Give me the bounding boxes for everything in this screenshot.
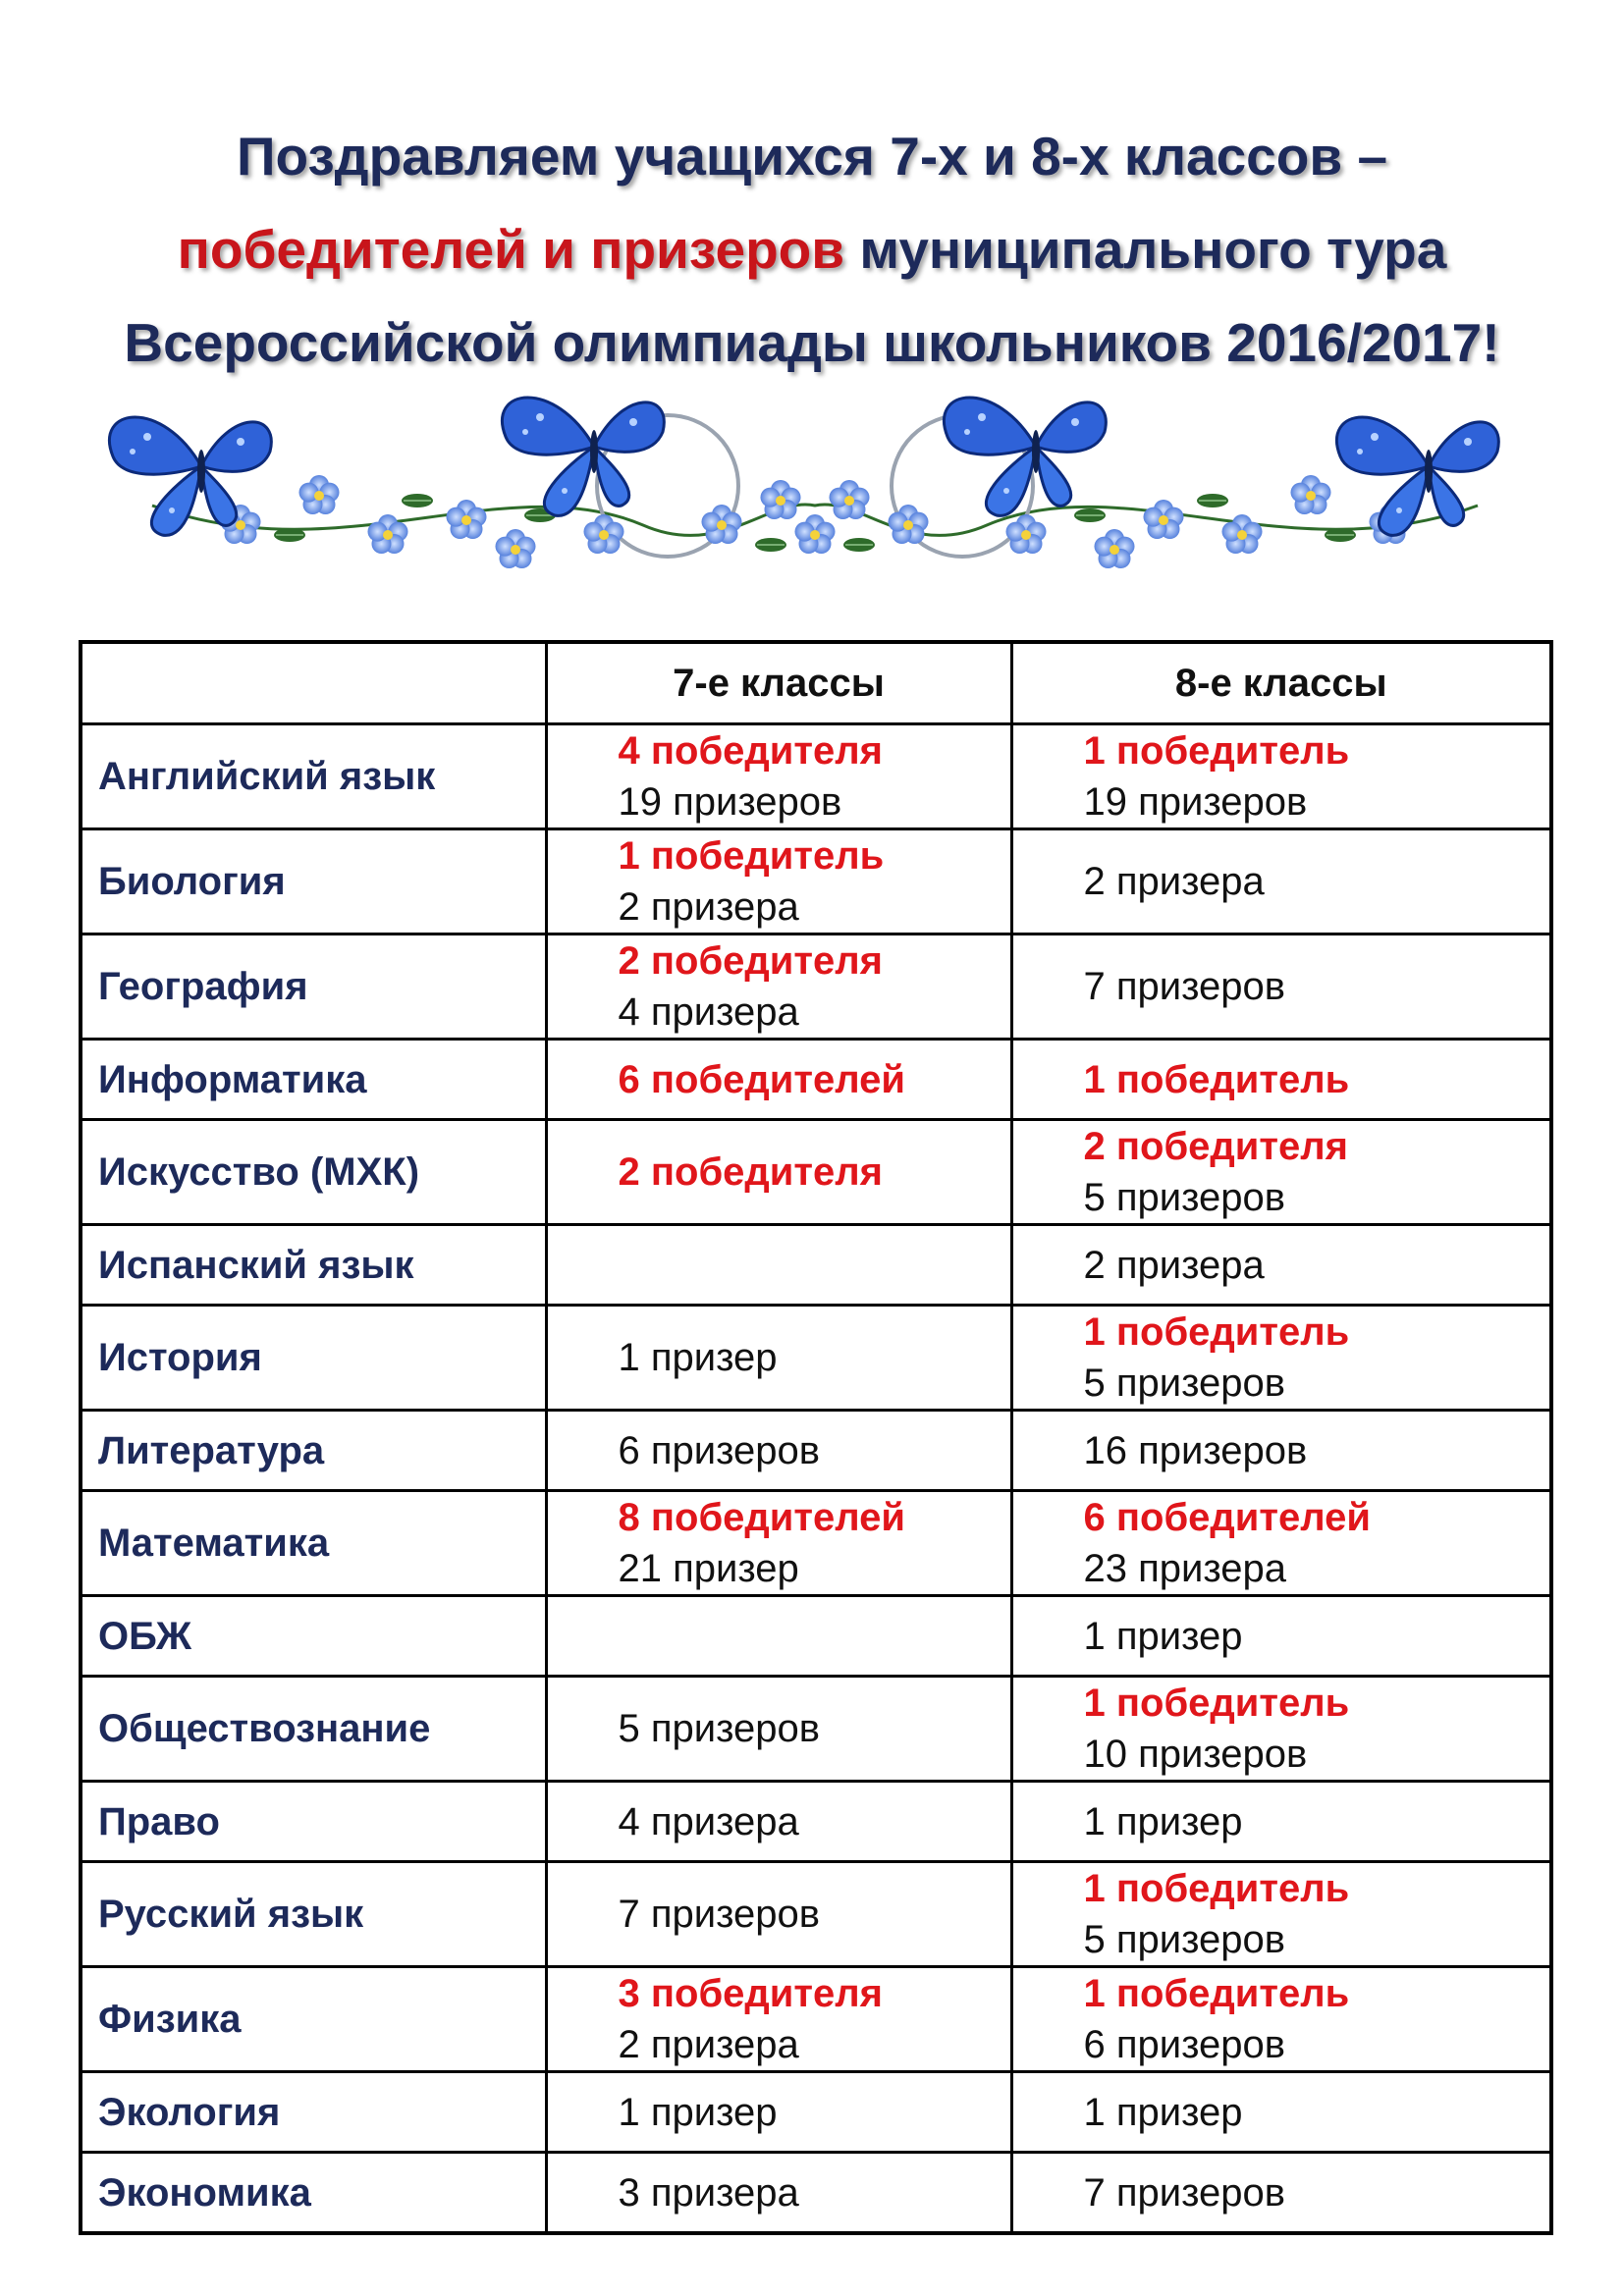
grade-8-cell — [1011, 1306, 1551, 1411]
grade-7-cell — [546, 1225, 1011, 1306]
grade-7-cell — [546, 1120, 1011, 1225]
prizewinners-count: 7 призеров — [1083, 2170, 1285, 2215]
prizewinners-count: 3 призера — [618, 2170, 799, 2215]
grade-7-cell — [546, 2153, 1011, 2234]
grade-8-cell — [1011, 1491, 1551, 1596]
title-highlight: победителей и призеров — [177, 219, 845, 280]
grade-8-cell — [1011, 1967, 1551, 2072]
subject-cell: Литература — [81, 1411, 546, 1491]
table-row — [81, 1120, 1551, 1225]
grade-8-cell — [1011, 829, 1551, 934]
prizewinners-count: 16 призеров — [1083, 1428, 1308, 1472]
subject-cell: Право — [81, 1782, 546, 1862]
grade-7-cell — [546, 1782, 1011, 1862]
prizewinners-count: 19 призеров — [618, 780, 842, 824]
prizewinners-count: 2 призера — [1083, 860, 1265, 903]
grade-7-cell — [546, 1677, 1011, 1782]
table-header-row — [81, 642, 1551, 724]
table-row — [81, 1862, 1551, 1967]
winners-count: 1 победитель — [1083, 729, 1350, 773]
butterfly-flower-garland-icon — [93, 388, 1537, 599]
winners-count: 1 победитель — [1083, 1682, 1350, 1725]
table-row — [81, 829, 1551, 934]
subject-cell: Английский язык — [81, 724, 546, 829]
winners-count: 1 победитель — [1083, 1867, 1350, 1910]
title-line-2 — [0, 203, 1624, 296]
grade-8-cell — [1011, 934, 1551, 1040]
winners-count: 4 победителя — [618, 729, 883, 773]
grade-7-cell — [546, 1596, 1011, 1677]
prizewinners-count: 1 призер — [1083, 2090, 1243, 2134]
grade-7-cell — [546, 1862, 1011, 1967]
table-row — [81, 1782, 1551, 1862]
grade-8-cell — [1011, 1677, 1551, 1782]
winners-count: 1 победитель — [618, 834, 885, 878]
table-row — [81, 1677, 1551, 1782]
subject-cell: ОБЖ — [81, 1596, 546, 1677]
prizewinners-count: 1 призер — [618, 2090, 778, 2134]
grade-7-cell — [546, 1967, 1011, 2072]
table-row — [81, 1967, 1551, 2072]
title-line-1: Поздравляем учащихся 7-х и 8-х классов – — [236, 126, 1388, 187]
winners-count: 3 победителя — [618, 1972, 883, 2015]
grade-8-cell — [1011, 1120, 1551, 1225]
winners-count: 2 победителя — [618, 939, 883, 983]
table-row — [81, 2072, 1551, 2153]
table-row — [81, 1491, 1551, 1596]
grade-7-cell — [546, 1040, 1011, 1120]
table-row — [81, 934, 1551, 1040]
header-grade-8: 8-е классы — [1011, 642, 1551, 724]
grade-8-cell — [1011, 2072, 1551, 2153]
winners-count: 8 победителей — [618, 1496, 905, 1539]
prizewinners-count: 2 призера — [1083, 1243, 1265, 1287]
prizewinners-count: 21 призер — [618, 1547, 799, 1590]
winners-count: 2 победителя — [618, 1150, 883, 1194]
prizewinners-count: 2 призера — [618, 2023, 799, 2066]
grade-7-cell — [546, 724, 1011, 829]
subject-cell: Информатика — [81, 1040, 546, 1120]
prizewinners-count: 1 призер — [1083, 1614, 1243, 1658]
table-row — [81, 1225, 1551, 1306]
subject-cell: Русский язык — [81, 1862, 546, 1967]
subject-cell: Экология — [81, 2072, 546, 2153]
winners-count: 1 победитель — [1083, 1972, 1350, 2015]
prizewinners-count: 7 призеров — [1083, 965, 1285, 1008]
table-row — [81, 2153, 1551, 2234]
subject-cell: Экономика — [81, 2153, 546, 2234]
prizewinners-count: 5 призеров — [1083, 1918, 1285, 1961]
table-row — [81, 1306, 1551, 1411]
winners-count: 6 победителей — [618, 1057, 905, 1101]
table-row — [81, 1040, 1551, 1120]
grade-7-cell — [546, 829, 1011, 934]
grade-7-cell — [546, 1491, 1011, 1596]
winners-count: 6 победителей — [1083, 1496, 1371, 1539]
results-table — [79, 640, 1553, 2235]
prizewinners-count: 7 призеров — [618, 1893, 820, 1936]
subject-cell: Обществознание — [81, 1677, 546, 1782]
grade-8-cell — [1011, 724, 1551, 829]
page-title — [0, 110, 1624, 390]
winners-count: 1 победитель — [1083, 1057, 1350, 1101]
prizewinners-count: 19 призеров — [1083, 780, 1308, 824]
subject-cell: Испанский язык — [81, 1225, 546, 1306]
subject-cell: Математика — [81, 1491, 546, 1596]
grade-8-cell — [1011, 2153, 1551, 2234]
grade-7-cell — [546, 934, 1011, 1040]
title-line-3: Всероссийской олимпиады школьников 2016/2017! — [124, 312, 1500, 373]
prizewinners-count: 1 призер — [1083, 1799, 1243, 1843]
table-row — [81, 1596, 1551, 1677]
grade-8-cell — [1011, 1596, 1551, 1677]
subject-cell: Биология — [81, 829, 546, 934]
subject-cell: География — [81, 934, 546, 1040]
prizewinners-count: 2 призера — [618, 885, 799, 929]
prizewinners-count: 1 призер — [618, 1336, 778, 1379]
prizewinners-count: 5 призеров — [618, 1707, 820, 1750]
grade-8-cell — [1011, 1411, 1551, 1491]
prizewinners-count: 4 призера — [618, 990, 799, 1034]
winners-count: 2 победителя — [1083, 1125, 1348, 1168]
table-row — [81, 1411, 1551, 1491]
subject-cell: История — [81, 1306, 546, 1411]
table-row — [81, 724, 1551, 829]
prizewinners-count: 4 призера — [618, 1799, 799, 1843]
subject-cell: Искусство (МХК) — [81, 1120, 546, 1225]
grade-7-cell — [546, 1411, 1011, 1491]
grade-8-cell — [1011, 1040, 1551, 1120]
subject-cell: Физика — [81, 1967, 546, 2072]
title-line-2-rest: муниципального тура — [844, 219, 1447, 280]
grade-7-cell — [546, 1306, 1011, 1411]
grade-8-cell — [1011, 1225, 1551, 1306]
prizewinners-count: 10 призеров — [1083, 1733, 1308, 1776]
prizewinners-count: 6 призеров — [1083, 2023, 1285, 2066]
grade-7-cell — [546, 2072, 1011, 2153]
prizewinners-count: 5 призеров — [1083, 1362, 1285, 1405]
grade-8-cell — [1011, 1782, 1551, 1862]
header-grade-7: 7-е классы — [546, 642, 1011, 724]
winners-count: 1 победитель — [1083, 1310, 1350, 1354]
prizewinners-count: 23 призера — [1083, 1547, 1286, 1590]
prizewinners-count: 5 призеров — [1083, 1176, 1285, 1219]
grade-8-cell — [1011, 1862, 1551, 1967]
header-subject — [81, 642, 546, 724]
prizewinners-count: 6 призеров — [618, 1428, 820, 1472]
